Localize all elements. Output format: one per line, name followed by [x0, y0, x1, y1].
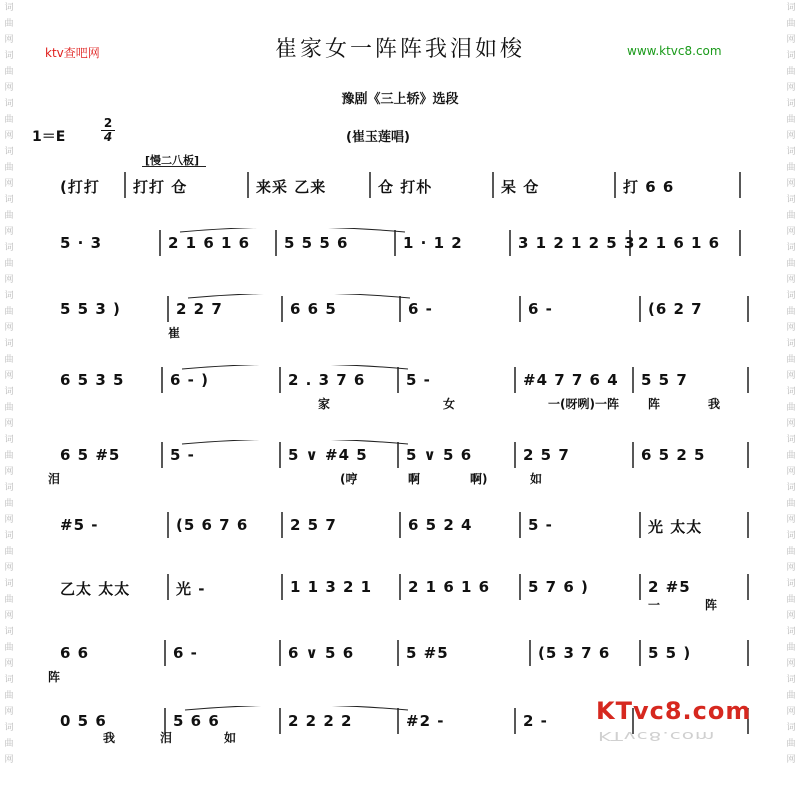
- side-watermark-char: 曲: [4, 643, 14, 653]
- side-watermark-char: 词: [4, 723, 14, 733]
- side-watermark-char: 网: [786, 515, 796, 525]
- side-watermark-char: 网: [4, 611, 14, 621]
- score-row: [0, 294, 800, 344]
- side-watermark-char: 网: [4, 563, 14, 573]
- side-watermark-char: 网: [786, 563, 796, 573]
- score-row: [0, 510, 800, 560]
- side-watermark-char: 词: [4, 147, 14, 157]
- watermark-site-right[interactable]: www.ktvc8.com: [627, 44, 722, 58]
- side-watermark-char: 网: [786, 275, 796, 285]
- measure-notes: 呆 仓: [501, 178, 540, 196]
- side-watermark-char: 曲: [786, 547, 796, 557]
- measure-notes: 打打 仓: [133, 178, 188, 196]
- measure-notes: 1 · 1 2: [403, 234, 463, 252]
- lyric-text: 阵: [648, 397, 661, 411]
- measure-notes: 5 5 ): [648, 644, 692, 662]
- side-watermark-char: 网: [4, 35, 14, 45]
- side-watermark-char: 曲: [4, 499, 14, 509]
- side-watermark-char: 网: [4, 371, 14, 381]
- lyric-text: 阵: [48, 670, 61, 684]
- ktvc8-logo: KTvc8.com: [596, 697, 752, 725]
- measure-notes: 2 2 7: [176, 300, 223, 318]
- side-watermark-char: 词: [4, 291, 14, 301]
- time-signature-bottom: 4: [101, 130, 115, 144]
- measure-notes: 6 -: [173, 644, 198, 662]
- measure-notes: 6 5 3 5: [60, 371, 125, 389]
- measure-notes: #2 -: [406, 712, 445, 730]
- side-watermark-char: 曲: [4, 163, 14, 173]
- lyric-text: 泪: [160, 731, 173, 745]
- side-watermark-char: 曲: [786, 355, 796, 365]
- singer-credit: (崔玉莲唱): [346, 130, 410, 145]
- side-watermark-char: 词: [4, 387, 14, 397]
- side-watermark-char: 网: [786, 371, 796, 381]
- side-watermark-char: 词: [786, 291, 796, 301]
- side-watermark-char: 词: [786, 99, 796, 109]
- measure-notes: 5 ∨ #4 5: [288, 446, 368, 464]
- side-watermark-char: 词: [4, 195, 14, 205]
- lyric-text: 一: [648, 598, 661, 612]
- side-watermark-char: 词: [786, 195, 796, 205]
- time-signature: [101, 117, 115, 144]
- side-watermark-char: 曲: [4, 355, 14, 365]
- tempo-bracket-line: [142, 166, 206, 167]
- side-watermark-char: 网: [4, 131, 14, 141]
- measure-notes: 2 . 3 7 6: [288, 371, 366, 389]
- watermark-site-left[interactable]: ktv查吧网: [45, 46, 100, 60]
- side-watermark-char: 词: [4, 51, 14, 61]
- side-watermark-char: 词: [4, 243, 14, 253]
- side-watermark-char: 曲: [786, 499, 796, 509]
- measure-notes: 仓 打朴: [378, 178, 433, 196]
- measure-notes: #5 -: [60, 516, 99, 534]
- side-watermark-char: 网: [4, 83, 14, 93]
- score-row: [0, 572, 800, 622]
- side-watermark-char: 网: [786, 659, 796, 669]
- side-watermark-char: 词: [786, 579, 796, 589]
- measure-notes: 5 -: [406, 371, 431, 389]
- slur-arc: [185, 706, 408, 710]
- song-title: 崔家女一阵阵我泪如梭: [274, 37, 525, 62]
- measure-notes: 6 5 2 5: [641, 446, 706, 464]
- measure-notes: 5 7 6 ): [528, 578, 589, 596]
- side-watermark-char: 词: [4, 675, 14, 685]
- side-watermark-char: 词: [786, 435, 796, 445]
- side-watermark-char: 词: [786, 51, 796, 61]
- side-watermark-char: 词: [4, 435, 14, 445]
- side-watermark-char: 词: [4, 99, 14, 109]
- measure-notes: 6 6 5: [290, 300, 337, 318]
- side-watermark-char: 词: [786, 675, 796, 685]
- side-watermark-char: 词: [786, 531, 796, 541]
- measure-notes: 2 2 2 2: [288, 712, 353, 730]
- side-watermark-char: 曲: [786, 691, 796, 701]
- time-signature-top: 2: [103, 116, 113, 130]
- score-row: [0, 170, 800, 220]
- side-watermark-char: 词: [786, 147, 796, 157]
- side-watermark-char: 词: [4, 483, 14, 493]
- lyric-text: 如: [530, 472, 543, 486]
- measure-notes: 6 5 2 4: [408, 516, 473, 534]
- side-watermark-char: 网: [4, 659, 14, 669]
- side-watermark-char: 曲: [786, 307, 796, 317]
- measure-notes: 5 6 6: [173, 712, 220, 730]
- side-watermark-char: 网: [4, 419, 14, 429]
- lyric-text: 啊): [470, 472, 488, 486]
- side-watermark-char: 网: [786, 179, 796, 189]
- side-watermark-char: 词: [786, 627, 796, 637]
- side-watermark-char: 曲: [4, 403, 14, 413]
- measure-notes: 6 6: [60, 644, 90, 662]
- slur-arc: [188, 294, 410, 298]
- side-watermark-char: 网: [786, 131, 796, 141]
- measure-notes: 2 -: [523, 712, 548, 730]
- measure-notes: 5 -: [528, 516, 553, 534]
- measure-notes: 2 5 7: [523, 446, 570, 464]
- score-row: [0, 440, 800, 490]
- lyric-text: 如: [224, 731, 237, 745]
- side-watermark-char: 网: [786, 323, 796, 333]
- side-watermark-char: 曲: [4, 19, 14, 29]
- side-watermark-char: 曲: [786, 19, 796, 29]
- measure-notes: #4 7 7 6 4: [523, 371, 619, 389]
- side-watermark-char: 曲: [4, 211, 14, 221]
- side-watermark-char: 词: [4, 579, 14, 589]
- side-watermark-char: 词: [786, 387, 796, 397]
- score-row: [0, 365, 800, 415]
- side-watermark-char: 曲: [4, 547, 14, 557]
- lyric-text: 啊: [408, 472, 421, 486]
- side-watermark-char: 词: [786, 723, 796, 733]
- side-watermark-char: 网: [4, 179, 14, 189]
- side-watermark-char: 网: [4, 707, 14, 717]
- measure-notes: (5 3 7 6: [538, 644, 611, 662]
- side-watermark-char: 曲: [786, 595, 796, 605]
- measure-notes: 2 1 6 1 6: [168, 234, 251, 252]
- measure-notes: 2 5 7: [290, 516, 337, 534]
- slur-arc: [180, 228, 405, 232]
- side-watermark-char: 曲: [786, 403, 796, 413]
- measure-notes: (6 2 7: [648, 300, 703, 318]
- side-watermark-char: 网: [786, 227, 796, 237]
- lyric-text: 一(呀咧)一阵: [548, 397, 619, 411]
- side-watermark-char: 网: [4, 275, 14, 285]
- slur-arc: [182, 440, 408, 444]
- side-watermark-char: 曲: [4, 739, 14, 749]
- measure-notes: 6 5 #5: [60, 446, 121, 464]
- lyric-text: 阵: [705, 598, 718, 612]
- side-watermark-char: 网: [786, 611, 796, 621]
- measure-notes: 6 -: [528, 300, 553, 318]
- side-watermark-char: 曲: [786, 259, 796, 269]
- lyric-text: 我: [103, 731, 116, 745]
- measure-notes: 光 -: [176, 580, 206, 598]
- side-watermark-char: 词: [4, 339, 14, 349]
- measure-notes: 5 #5: [406, 644, 449, 662]
- measure-notes: 5 5 5 6: [284, 234, 349, 252]
- side-watermark-char: 网: [786, 755, 796, 765]
- side-watermark-char: 曲: [4, 67, 14, 77]
- measure-notes: 打 6 6: [623, 178, 675, 196]
- slur-arc: [182, 365, 408, 369]
- lyric-text: 我: [708, 397, 721, 411]
- measure-notes: 6 ∨ 5 6: [288, 644, 355, 662]
- side-watermark-char: 网: [786, 707, 796, 717]
- measure-notes: 5 5 7: [641, 371, 688, 389]
- lyric-text: (哼: [340, 472, 358, 486]
- measure-notes: 1 1 3 2 1: [290, 578, 373, 596]
- side-watermark-char: 词: [786, 243, 796, 253]
- side-watermark-char: 词: [4, 531, 14, 541]
- measure-notes: 乙太 太太: [60, 580, 131, 598]
- side-watermark-char: 曲: [786, 451, 796, 461]
- side-watermark-char: 词: [4, 3, 14, 13]
- side-watermark-char: 曲: [4, 595, 14, 605]
- side-watermark-char: 网: [786, 83, 796, 93]
- measure-notes: 6 -: [408, 300, 433, 318]
- measure-notes: 5 5 3 ): [60, 300, 121, 318]
- side-watermark-char: 词: [4, 627, 14, 637]
- side-watermark-char: 网: [4, 515, 14, 525]
- side-watermark-char: 曲: [4, 115, 14, 125]
- measure-notes: (打打: [60, 178, 100, 196]
- side-watermark-char: 词: [786, 483, 796, 493]
- lyric-text: 泪: [48, 472, 61, 486]
- lyric-text: 女: [443, 397, 456, 411]
- side-watermark-char: 曲: [4, 691, 14, 701]
- side-watermark-char: 曲: [4, 451, 14, 461]
- side-watermark-char: 曲: [786, 739, 796, 749]
- side-watermark-char: 曲: [786, 67, 796, 77]
- measure-notes: (5 6 7 6: [176, 516, 249, 534]
- score-row: [0, 638, 800, 688]
- side-watermark-char: 网: [786, 35, 796, 45]
- side-watermark-char: 曲: [786, 643, 796, 653]
- measure-notes: 6 - ): [170, 371, 209, 389]
- measure-notes: 3 1 2 1 2 5 3: [518, 234, 636, 252]
- score-row: [0, 228, 800, 278]
- measure-notes: 5 -: [170, 446, 195, 464]
- measure-notes: 光 太太: [648, 518, 703, 536]
- side-watermark-char: 网: [4, 467, 14, 477]
- song-subtitle: 豫剧《三上轿》选段: [341, 92, 459, 107]
- measure-notes: 2 1 6 1 6: [408, 578, 491, 596]
- side-watermark-char: 曲: [4, 259, 14, 269]
- side-watermark-char: 网: [4, 755, 14, 765]
- measure-notes: 5 · 3: [60, 234, 103, 252]
- side-watermark-char: 网: [4, 227, 14, 237]
- tempo-marking: [慢二八板]: [145, 154, 200, 167]
- ktvc8-logo-reflection: KTvc8.com: [598, 728, 716, 744]
- side-watermark-char: 曲: [786, 163, 796, 173]
- lyric-text: 家: [318, 397, 331, 411]
- side-watermark-char: 网: [4, 323, 14, 333]
- measure-notes: 2 1 6 1 6: [638, 234, 721, 252]
- measure-notes: 0 5 6: [60, 712, 107, 730]
- side-watermark-char: 网: [786, 467, 796, 477]
- side-watermark-char: 词: [786, 339, 796, 349]
- measure-notes: 2 #5: [648, 578, 691, 596]
- side-watermark-char: 网: [786, 419, 796, 429]
- measure-notes: 5 ∨ 5 6: [406, 446, 473, 464]
- lyric-text: 崔: [168, 326, 181, 340]
- measure-notes: 来采 乙来: [256, 178, 327, 196]
- key-signature: 1＝E: [32, 129, 66, 145]
- side-watermark-char: 曲: [786, 211, 796, 221]
- side-watermark-char: 曲: [786, 115, 796, 125]
- side-watermark-char: 词: [786, 3, 796, 13]
- side-watermark-char: 曲: [4, 307, 14, 317]
